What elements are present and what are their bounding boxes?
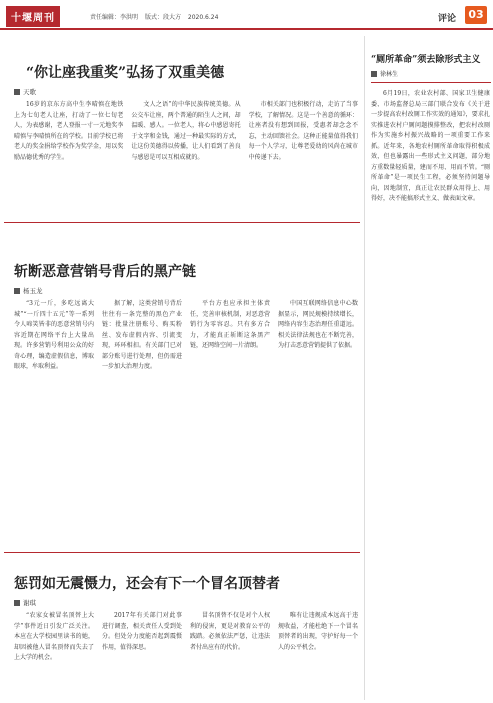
byline-square-icon bbox=[14, 89, 20, 95]
byline-square-icon bbox=[371, 71, 377, 77]
article-column: 市相关部门也积极行动，走访了当事学校，了解情况。这是一个善意的循环：让座者没有想到回报，受惠者却念念不忘，主动回馈社会。这种正能量值得我们每一个人学习，让尊老爱幼的风尚在城市中传递下去。 bbox=[248, 101, 358, 161]
article-seat-reward bbox=[4, 36, 360, 214]
article-column: “农家女被冒名顶替上大学”事件近日引发广泛关注。本应在大学校园里读书的她，却因被他人冒名顶替而失去了上大学的机会。 bbox=[14, 612, 94, 661]
article-column: 据了解，这类营销号背后往往有一条完整的黑色产业链：批量注册账号、购买粉丝、发布虚假内容、引流变现，环环相扣。有关部门已对部分账号进行处理，但仍需进一步加大治理力度。 bbox=[102, 300, 182, 370]
article-column: 平台方也应承担主体责任，完善审核机制，对恶意营销行为零容忍。只有多方合力，才能真正斩断这条黑产链，还网络空间一片清朗。 bbox=[190, 300, 270, 349]
article-body bbox=[4, 611, 360, 700]
sidebar-rule bbox=[371, 82, 491, 83]
sidebar-column bbox=[364, 36, 490, 700]
article-title: “你让座我重奖”弘扬了双重美德 bbox=[26, 65, 225, 81]
sidebar-byline bbox=[371, 69, 490, 78]
main-content bbox=[4, 36, 360, 700]
article-identity-theft bbox=[4, 552, 360, 700]
article-marketing-accounts bbox=[4, 222, 360, 544]
article-author: 杨玉龙 bbox=[23, 287, 43, 295]
byline-square-icon bbox=[14, 288, 20, 294]
article-column: 16岁的京东方高中生李晴慎在地铁上为七旬老人让座，打动了一位七旬老人，为表感谢，老人登报一寸一元地奖李晴慎与李晴慎所在的学校。目前学校已将老人的奖金捐给学校作为奖学金，用以奖励品德优秀的学生。 bbox=[14, 101, 124, 161]
masthead: 十堰周刊 bbox=[6, 6, 60, 27]
article-column: “3元一斤，多吃远离大城”“一斤四十五元”等一系列令人啼笑皆非的恶意营销号内容近期在网络平台上大量出现。许多营销号利用公众的好奇心理，编造虚假信息，博取眼球，牟取利益。 bbox=[14, 300, 94, 370]
article-column: 唯有让违规成本远高于违规收益，才能杜绝下一个冒名顶替者的出现，守护好每一个人的公平机会。 bbox=[278, 612, 358, 651]
article-column: 文人之语”的中华民族传统美德。从公交车让座，两个普通的陌生人之间，却温暖、感人。一位老人，将心中感恩寄托于文字和金钱，通过一种最实际的方式，让这份美德得以传播，让人们看到了善良与感恩是可以互相成就的。 bbox=[131, 101, 241, 161]
designer-name: 版式：段大方 bbox=[144, 14, 181, 21]
article-byline bbox=[14, 87, 360, 96]
issue-date: 2020.6.24 bbox=[187, 14, 219, 21]
article-column: 中国互联网络信息中心数据显示，网民规模持续增长，网络内容生态治理任重道远。相关法律法规也在不断完善，为打击恶意营销提供了依据。 bbox=[278, 300, 358, 349]
article-column: 冒名顶替不仅是对个人权利的侵害，更是对教育公平的践踏。必须依法严惩，让违法者付出应有的代价。 bbox=[190, 612, 270, 651]
sidebar-body: 6月19日，农业农村部、国家卫生健康委、市场监督总局三部门联合发布《关于进一步提高农村改厕工作实效的通知》，要求扎实推进农村户厕问题摸排整改，把农村改厕作为实施乡村振兴战略的一项重要工作来抓。近年来，各地农村厕所革命取得积极成效，但也暴露出一些形式主义问题，部分地方重数量轻质量，建而不用、用而不管。“厕所革命”是一项民生工程，必须坚持问题导向，因地制宜，真正让农民群众用得上、用得好，决不能搞形式主义、做表面文章。 bbox=[371, 90, 490, 202]
sidebar-title: “厕所革命”须去除形式主义 bbox=[371, 55, 481, 65]
page-header bbox=[0, 0, 493, 30]
sidebar-author: 徐林生 bbox=[380, 71, 399, 78]
article-author: 天歌 bbox=[23, 88, 36, 96]
article-body bbox=[4, 100, 360, 214]
byline-square-icon bbox=[14, 600, 20, 606]
editor-info bbox=[90, 12, 223, 21]
article-column: 2017年有关部门对此事进行调查，相关责任人受到处分。但处分力度能否起到震慑作用，值得深思。 bbox=[102, 612, 182, 651]
page-number: 03 bbox=[465, 6, 487, 24]
article-author: 谢琪 bbox=[23, 599, 36, 607]
article-title: 斩断恶意营销号背后的黑产链 bbox=[14, 264, 196, 280]
article-byline bbox=[14, 598, 360, 607]
article-title: 惩罚如无震慑力，还会有下一个冒名顶替者 bbox=[14, 576, 280, 592]
article-body bbox=[4, 299, 360, 544]
section-name: 评论 bbox=[438, 14, 457, 24]
article-byline bbox=[14, 286, 360, 295]
editor-name: 责任编辑：李洪明 bbox=[90, 14, 139, 21]
